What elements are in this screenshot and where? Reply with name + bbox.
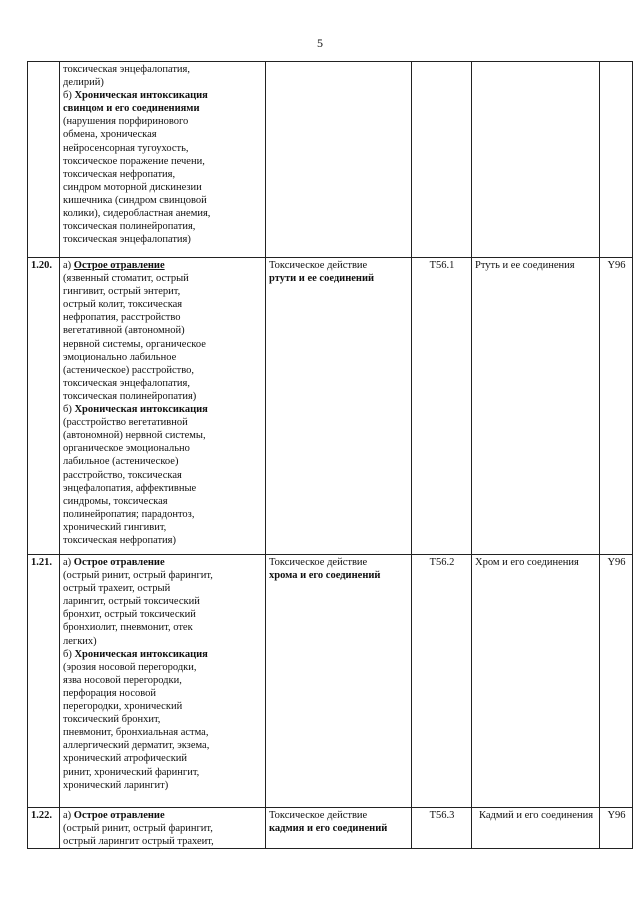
section-heading: Острое отравление [73,810,165,821]
toxic-action-substance: хрома и его соединений [269,570,381,582]
description-line [63,482,263,495]
description-text: токсический бронхит, [63,714,161,726]
icd-code: T56.2 [412,555,472,808]
description-line [63,713,263,726]
description-text: гингивит, острый энтерит, [63,286,181,298]
description-line [63,739,263,752]
description-line [63,455,263,468]
description-text: а) [63,557,74,568]
description-text: токсическая энцефалопатия, [63,377,190,389]
description-line [63,76,263,89]
description-text: (автономной) нервной системы, [63,430,206,442]
description-text: кишечника (синдром свинцовой [63,194,207,206]
description-line [63,521,263,534]
description-line [63,168,263,181]
description-line [63,556,263,569]
description-text: пневмонит, бронхиальная астма, [63,727,209,739]
description-text: полинейропатия; парадонтоз, [63,508,195,520]
description-text: острый ларингит острый трахеит, [63,836,214,848]
description-line [63,621,263,634]
description-line [63,661,263,674]
description-line [63,194,263,207]
description-line [63,142,263,155]
description-line [63,469,263,482]
description-text: токсическая энцефалопатия) [63,234,191,246]
substance-name: Кадмий и его соединения [472,808,600,849]
description-line [63,403,263,416]
description-line [63,298,263,311]
description-text: легких) [63,635,97,647]
description-text: (астеническое) расстройство, [63,364,194,376]
description-text: хронический атрофический [63,753,188,765]
table-row [28,808,633,849]
description-text: лабильное (астеническое) [63,456,179,468]
description-line [63,128,263,141]
description-text: обмена, хроническая [63,129,157,141]
description-text: (нарушения порфиринового [63,116,189,128]
description-text: ларингит, острый токсический [63,596,200,608]
description-text: вегетативной (автономной) [63,325,185,337]
description-text: синдром моторной дискинезии [63,181,202,193]
table-row [28,258,633,555]
description-line [63,63,263,76]
table-row [28,62,633,258]
description-text: острый трахеит, острый [63,583,171,595]
toxic-action-cell [266,555,412,808]
description-text: острый колит, токсическая [63,299,183,311]
description-line [63,752,263,765]
y-code: Y96 [600,258,633,555]
section-heading: Хроническая интоксикация [74,404,208,416]
description-text: ринит, хронический фарингит, [63,766,200,778]
description-text: эмоционально лабильное [63,351,177,363]
description-line [63,259,263,272]
description-line [63,115,263,128]
row-number: 1.22. [28,808,60,849]
description-line [63,351,263,364]
description-text: токсическая полинейропатия, [63,221,196,233]
description-text: язва носовой перегородки, [63,674,182,686]
description-line [63,508,263,521]
page-number: 5 [317,36,323,50]
description-line [63,674,263,687]
diseases-table [27,61,633,849]
description-text: токсическое поражение печени, [63,155,205,167]
description-text: б) [63,90,75,102]
description-text: нефропатия, расстройство [63,312,181,324]
description-line [63,181,263,194]
description-line [63,89,263,102]
description-text: токсическая полинейропатия) [63,390,197,402]
disease-description [60,62,266,258]
icd-code: T56.3 [412,808,472,849]
description-line [63,822,263,835]
toxic-action-label: Токсическое действие [269,260,368,271]
section-heading: Хроническая интоксикация [74,90,208,102]
description-text: энцефалопатия, аффективные [63,482,197,494]
toxic-action-substance: ртути и ее соединений [269,273,375,285]
section-heading: Хроническая интоксикация [74,648,208,660]
description-text: расстройство, токсическая [63,469,182,481]
description-line [63,207,263,220]
description-text: токсическая энцефалопатия, [63,64,190,75]
description-text: хронический гингивит, [63,521,167,533]
description-line [63,635,263,648]
y-code [600,62,633,258]
icd-code [412,62,472,258]
table-row [28,555,633,808]
description-line [63,364,263,377]
description-text: (острый ринит, острый фарингит, [63,570,213,582]
row-number: 1.21. [28,555,60,808]
description-text: аллергический дерматит, экзема, [63,740,210,752]
description-line [63,220,263,233]
y-code: Y96 [600,808,633,849]
description-line [63,390,263,403]
description-text: органическое эмоционально [63,443,190,455]
description-text: синдромы, токсическая [63,495,168,507]
description-line [63,534,263,547]
toxic-action-cell [266,808,412,849]
description-text: токсическая нефропатия, [63,168,176,180]
disease-description [60,258,266,555]
description-text: нервной системы, органическое [63,338,206,350]
description-text: перфорация носовой [63,687,156,699]
description-line [63,338,263,351]
section-heading: Острое отравление [73,557,165,568]
y-code: Y96 [600,555,633,808]
description-line [63,766,263,779]
toxic-action-substance: кадмия и его соединений [269,823,388,835]
description-line [63,233,263,246]
description-line [63,102,263,115]
description-line [63,809,263,822]
description-line [63,285,263,298]
disease-description [60,808,266,849]
description-text: б) [63,404,75,416]
description-text: (язвенный стоматит, острый [63,273,189,285]
description-line [63,311,263,324]
description-text: бронхиолит, пневмонит, отек [63,622,193,634]
description-text: а) [63,810,74,821]
description-line [63,779,263,792]
toxic-action-cell [266,62,412,258]
toxic-action-label: Токсическое действие [269,810,368,821]
description-line [63,569,263,582]
description-text: нейросенсорная тугоухость, [63,142,189,154]
description-text: колики), сидеробластная анемия, [63,208,211,220]
description-text: (эрозия носовой перегородки, [63,661,197,673]
description-line [63,429,263,442]
section-heading-underlined: Острое отравление [73,260,165,271]
substance-name: Ртуть и ее соединения [472,258,600,555]
description-line [63,726,263,739]
substance-name: Хром и его соединения [472,555,600,808]
description-line [63,324,263,337]
description-line [63,155,263,168]
description-line [63,416,263,429]
description-line [63,835,263,848]
description-line [63,272,263,285]
description-text: (расстройство вегетативной [63,417,188,429]
section-heading: свинцом и его соединениями [63,103,200,115]
description-line [63,495,263,508]
description-text: токсическая нефропатия) [63,534,176,546]
description-line [63,700,263,713]
description-text: (острый ринит, острый фарингит, [63,823,213,835]
description-line [63,595,263,608]
disease-description [60,555,266,808]
toxic-action-cell [266,258,412,555]
description-text: хронический ларингит) [63,779,169,791]
description-line [63,648,263,661]
description-text: делирий) [63,77,104,89]
description-text: а) [63,260,74,271]
description-line [63,582,263,595]
description-line [63,377,263,390]
description-line [63,608,263,621]
description-text: бронхит, острый токсический [63,609,196,621]
row-number: 1.20. [28,258,60,555]
description-line [63,442,263,455]
row-number [28,62,60,258]
description-text: перегородки, хронический [63,701,183,713]
icd-code: T56.1 [412,258,472,555]
toxic-action-label: Токсическое действие [269,557,368,568]
description-text: б) [63,648,75,660]
description-line [63,687,263,700]
substance-name [472,62,600,258]
